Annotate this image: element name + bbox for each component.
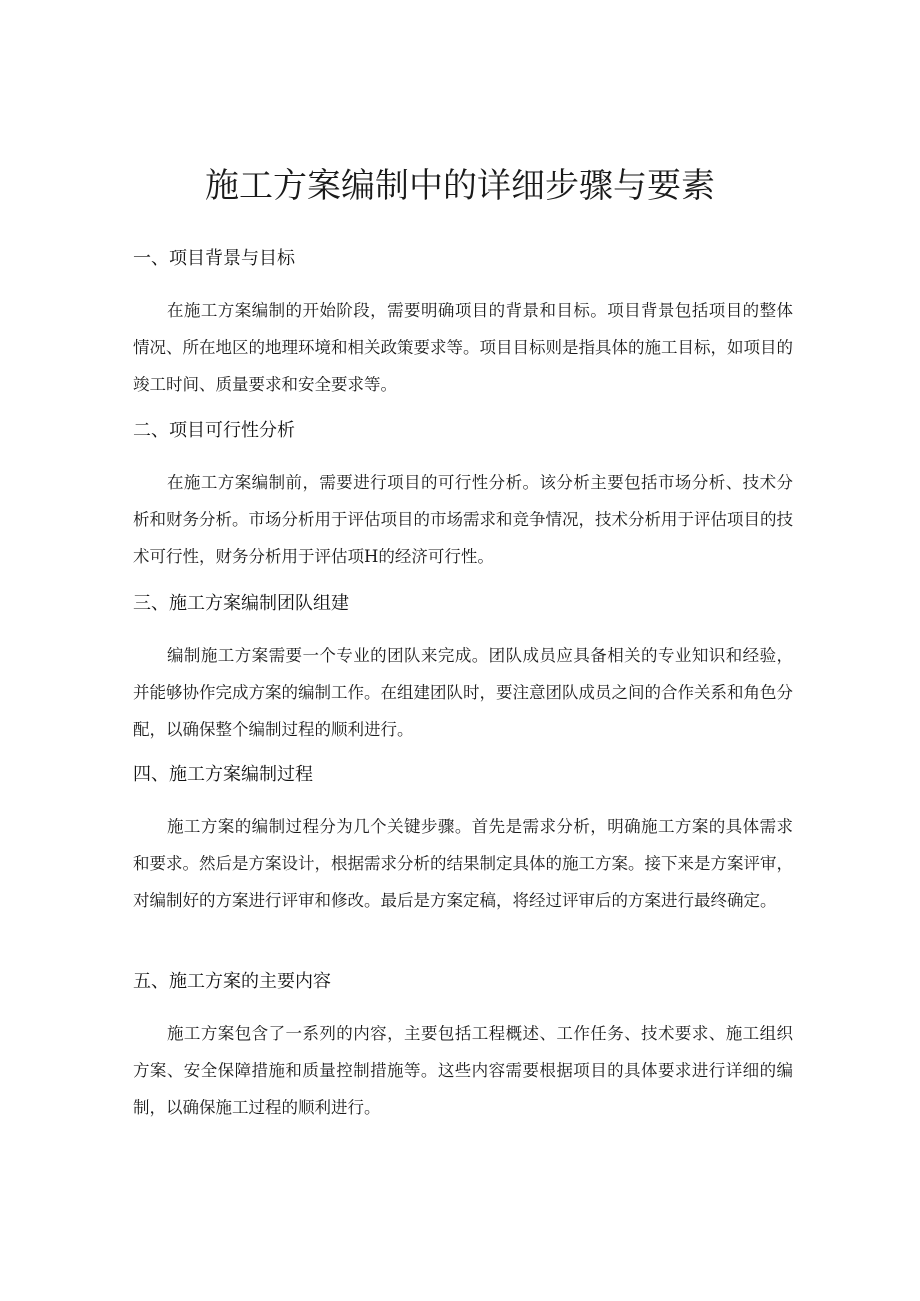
document-title: 施工方案编制中的详细步骤与要素 — [205, 166, 715, 206]
section-heading: 四、施工方案编制过程 — [133, 764, 313, 785]
section-heading: 五、施工方案的主要内容 — [133, 971, 331, 992]
section-paragraph: 在施工方案编制的开始阶段，需要明确项目的背景和目标。项目背景包括项目的整体情况、所在地区的地理环境和相关政策要求等。项目目标则是指具体的施工目标，如项目的竣工时间、质量要求和安全要求等。 — [133, 301, 793, 394]
section-feasibility-analysis — [133, 418, 793, 575]
section-heading: 三、施工方案编制团队组建 — [133, 593, 349, 614]
section-heading: 二、项目可行性分析 — [133, 420, 295, 441]
section-paragraph: 施工方案包含了一系列的内容，主要包括工程概述、工作任务、技术要求、施工组织方案、安全保障措施和质量控制措施等。这些内容需要根据项目的具体要求进行详细的编制，以确保施工过程的顺利进行。 — [133, 1024, 793, 1117]
section-project-background — [133, 246, 793, 403]
section-paragraph: 施工方案的编制过程分为几个关键步骤。首先是需求分析，明确施工方案的具体需求和要求。然后是方案设计，根据需求分析的结果制定具体的施工方案。接下来是方案评审，对编制好的方案进行评审和修改。最后是方案定稿，将经过评审后的方案进行最终确定。 — [133, 817, 793, 910]
section-heading: 一、项目背景与目标 — [133, 248, 295, 269]
section-compilation-process — [133, 762, 793, 919]
section-paragraph: 在施工方案编制前，需要进行项目的可行性分析。该分析主要包括市场分析、技术分析和财务分析。市场分析用于评估项目的市场需求和竞争情况，技术分析用于评估项目的技术可行性，财务分析用于评估项H的经济可行性。 — [133, 473, 793, 566]
section-paragraph: 编制施工方案需要一个专业的团队来完成。团队成员应具备相关的专业知识和经验，并能够协作完成方案的编制工作。在组建团队时，要注意团队成员之间的合作关系和角色分配，以确保整个编制过程的顺利进行。 — [133, 646, 793, 739]
section-main-contents — [133, 969, 793, 1126]
section-team-building — [133, 591, 793, 748]
